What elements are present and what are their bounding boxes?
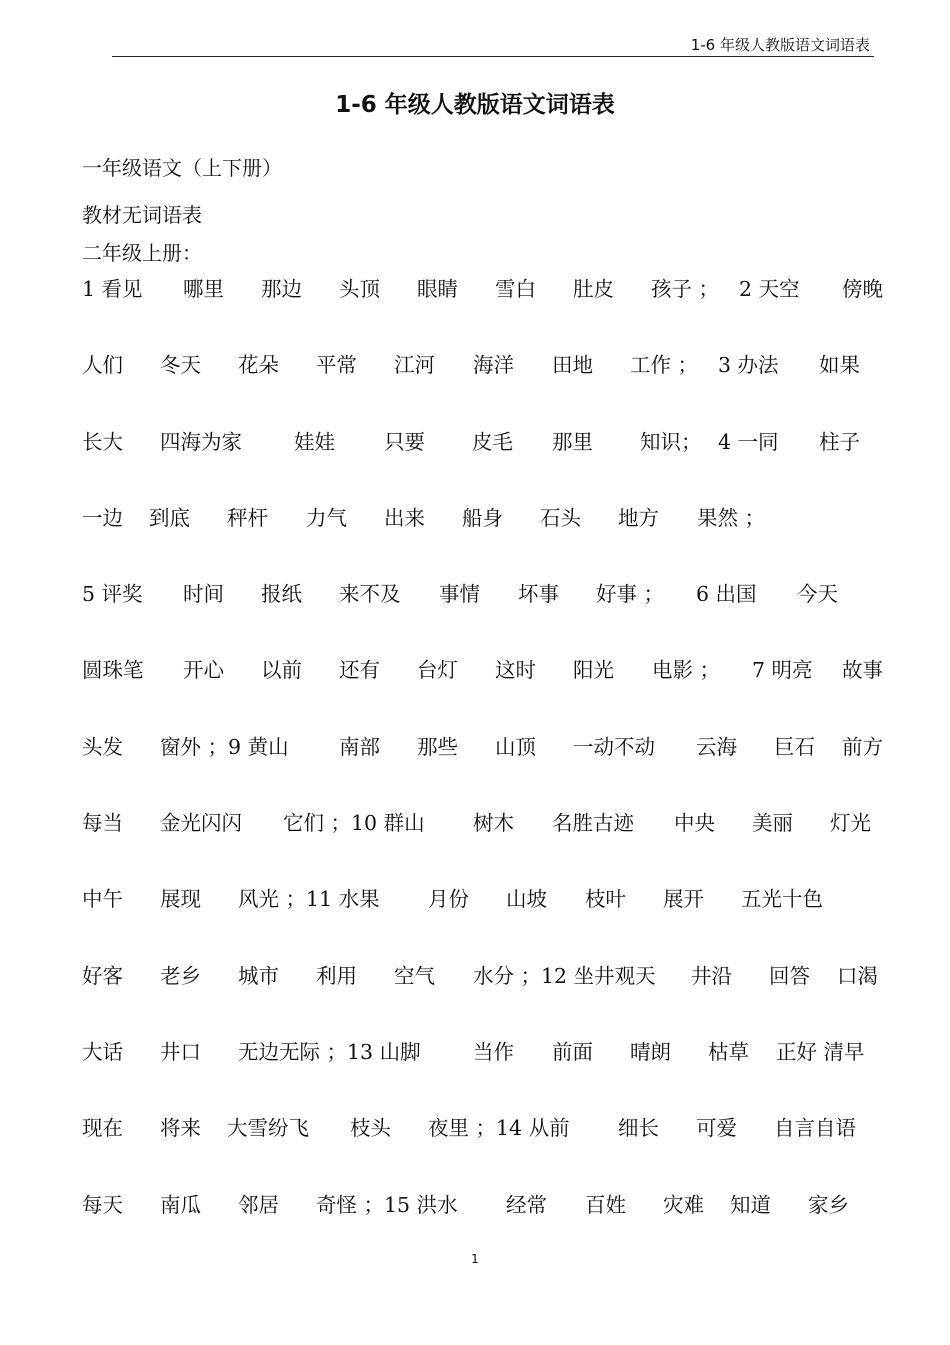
section-grade1: 一年级语文（上下册）	[82, 156, 282, 180]
word-item: 报纸	[261, 582, 302, 607]
word-row	[82, 730, 892, 806]
word-item: 2 天空	[739, 277, 800, 301]
word-item: 圆珠笔	[82, 658, 144, 683]
word-item: 展开	[663, 887, 704, 912]
word-item: 工作 ；	[630, 353, 699, 378]
word-item: 那些	[417, 734, 458, 759]
section-no-word-table: 教材无词语表	[82, 203, 202, 227]
word-item: 3 办法	[718, 353, 779, 378]
word-item: 电影 ；	[652, 658, 721, 683]
word-row	[82, 272, 892, 348]
word-item: 灾难	[663, 1192, 704, 1217]
word-item: 井口	[160, 1039, 201, 1064]
word-item: 6 出国	[696, 582, 757, 607]
word-item: 那里	[552, 429, 593, 454]
word-item: 利用	[316, 963, 357, 988]
word-item: 人们	[82, 353, 123, 378]
word-item: 家乡	[808, 1192, 849, 1217]
word-item: 山顶	[495, 734, 536, 759]
word-row	[82, 653, 892, 729]
word-item: 枝叶	[585, 887, 626, 912]
header-text: 1-6 年级人教版语文词语表	[690, 36, 870, 54]
word-item: 以前	[261, 658, 302, 683]
word-item: 好事 ；	[596, 582, 665, 607]
word-item: 故事	[842, 658, 883, 683]
word-item: 前面	[552, 1039, 593, 1064]
word-item: 船身	[462, 505, 503, 530]
word-item: 来不及	[339, 582, 401, 607]
word-item: 石头	[540, 505, 581, 530]
word-item: 平常	[316, 353, 357, 378]
word-item: 开心	[183, 658, 224, 683]
word-item: 到底	[149, 505, 190, 530]
word-row	[82, 1111, 892, 1187]
word-item: 它们 ；10 群山	[283, 811, 425, 836]
word-item: 晴朗	[630, 1039, 671, 1064]
word-item: 阳光	[573, 658, 614, 683]
word-item: 空气	[394, 963, 435, 988]
word-item: 5 评奖	[82, 582, 143, 607]
word-item: 坏事	[518, 582, 559, 607]
page-header	[112, 32, 874, 57]
word-item: 水分 ；12 坐井观天	[473, 963, 656, 988]
section-grade2-up: 二年级上册：	[82, 241, 202, 265]
word-item: 柱子	[819, 429, 860, 454]
word-item: 窗外 ；9 黄山	[160, 734, 289, 759]
word-row	[82, 425, 892, 501]
word-item: 好客	[82, 963, 123, 988]
word-item: 大雪纷飞	[227, 1116, 309, 1141]
word-row	[82, 501, 892, 577]
word-item: 夜里 ；14 从前	[428, 1116, 570, 1141]
word-item: 一边	[82, 505, 123, 530]
word-item: 秤杆	[227, 505, 268, 530]
word-row	[82, 577, 892, 653]
word-item: 哪里	[183, 277, 224, 301]
word-item: 无边无际 ；13 山脚	[238, 1039, 421, 1064]
word-item: 头顶	[339, 277, 380, 301]
word-item: 出来	[384, 505, 425, 530]
word-item: 风光 ；11 水果	[238, 887, 380, 912]
word-item: 中央	[674, 811, 715, 836]
word-item: 每当	[82, 811, 123, 836]
word-item: 皮毛	[472, 429, 513, 454]
word-item: 那边	[261, 277, 302, 301]
word-row	[82, 1035, 892, 1111]
word-item: 田地	[552, 353, 593, 378]
word-item: 力气	[306, 505, 347, 530]
word-item: 金光闪闪	[160, 811, 242, 836]
word-item: 还有	[339, 658, 380, 683]
word-item: 知道	[730, 1192, 771, 1217]
word-item: 井沿	[691, 963, 732, 988]
word-item: 傍晚	[842, 277, 883, 301]
word-item: 邻居	[238, 1192, 279, 1217]
word-item: 一动不动	[573, 734, 655, 759]
word-item: 经常	[506, 1192, 547, 1217]
word-item: 枝头	[350, 1116, 391, 1141]
word-item: 果然 ；	[697, 505, 766, 530]
word-item: 海洋	[473, 353, 514, 378]
word-item: 肚皮	[573, 277, 614, 301]
word-item: 四海为家	[160, 429, 242, 454]
word-item: 口渴	[837, 963, 878, 988]
word-item: 奇怪 ；15 洪水	[316, 1192, 458, 1217]
word-item: 巨石	[774, 734, 815, 759]
word-item: 每天	[82, 1192, 123, 1217]
word-row	[82, 959, 892, 1035]
word-row	[82, 882, 892, 958]
word-item: 地方	[618, 505, 659, 530]
word-item: 正好 清早	[776, 1039, 865, 1064]
word-item: 月份	[428, 887, 469, 912]
word-item: 花朵	[238, 353, 279, 378]
page-number: 1	[471, 1252, 479, 1266]
word-item: 南瓜	[160, 1192, 201, 1217]
word-item: 美丽	[752, 811, 793, 836]
word-item: 灯光	[830, 811, 871, 836]
word-item: 自言自语	[774, 1116, 856, 1141]
word-item: 树木	[473, 811, 514, 836]
word-item: 百姓	[585, 1192, 626, 1217]
word-item: 江河	[394, 353, 435, 378]
word-item: 4 一同	[718, 429, 779, 454]
word-item: 头发	[82, 734, 123, 759]
word-item: 孩子 ；	[651, 277, 720, 301]
word-item: 今天	[797, 582, 838, 607]
word-item: 娃娃	[294, 429, 335, 454]
word-list	[82, 272, 892, 1264]
word-item: 7 明亮	[752, 658, 813, 683]
word-item: 细长	[618, 1116, 659, 1141]
word-item: 云海	[696, 734, 737, 759]
word-item: 台灯	[417, 658, 458, 683]
word-item: 冬天	[160, 353, 201, 378]
word-item: 当作	[473, 1039, 514, 1064]
word-item: 山坡	[506, 887, 547, 912]
word-item: 如果	[819, 353, 860, 378]
word-item: 时间	[183, 582, 224, 607]
word-item: 知识；	[640, 429, 702, 454]
word-item: 枯草	[708, 1039, 749, 1064]
word-item: 中午	[82, 887, 123, 912]
word-item: 前方	[842, 734, 883, 759]
word-item: 事情	[439, 582, 480, 607]
page-title: 1-6 年级人教版语文词语表	[335, 92, 615, 118]
word-row	[82, 348, 892, 424]
word-item: 城市	[238, 963, 279, 988]
word-item: 雪白	[495, 277, 536, 301]
word-item: 1 看见	[82, 277, 143, 301]
word-item: 大话	[82, 1039, 123, 1064]
word-item: 眼睛	[417, 277, 458, 301]
word-item: 名胜古迹	[552, 811, 634, 836]
word-item: 这时	[495, 658, 536, 683]
word-item: 五光十色	[741, 887, 823, 912]
word-item: 南部	[339, 734, 380, 759]
word-item: 回答	[769, 963, 810, 988]
word-item: 只要	[384, 429, 425, 454]
word-row	[82, 806, 892, 882]
word-item: 将来	[160, 1116, 201, 1141]
word-item: 长大	[82, 429, 123, 454]
word-item: 老乡	[160, 963, 201, 988]
word-item: 现在	[82, 1116, 123, 1141]
word-item: 可爱	[696, 1116, 737, 1141]
word-item: 展现	[160, 887, 201, 912]
